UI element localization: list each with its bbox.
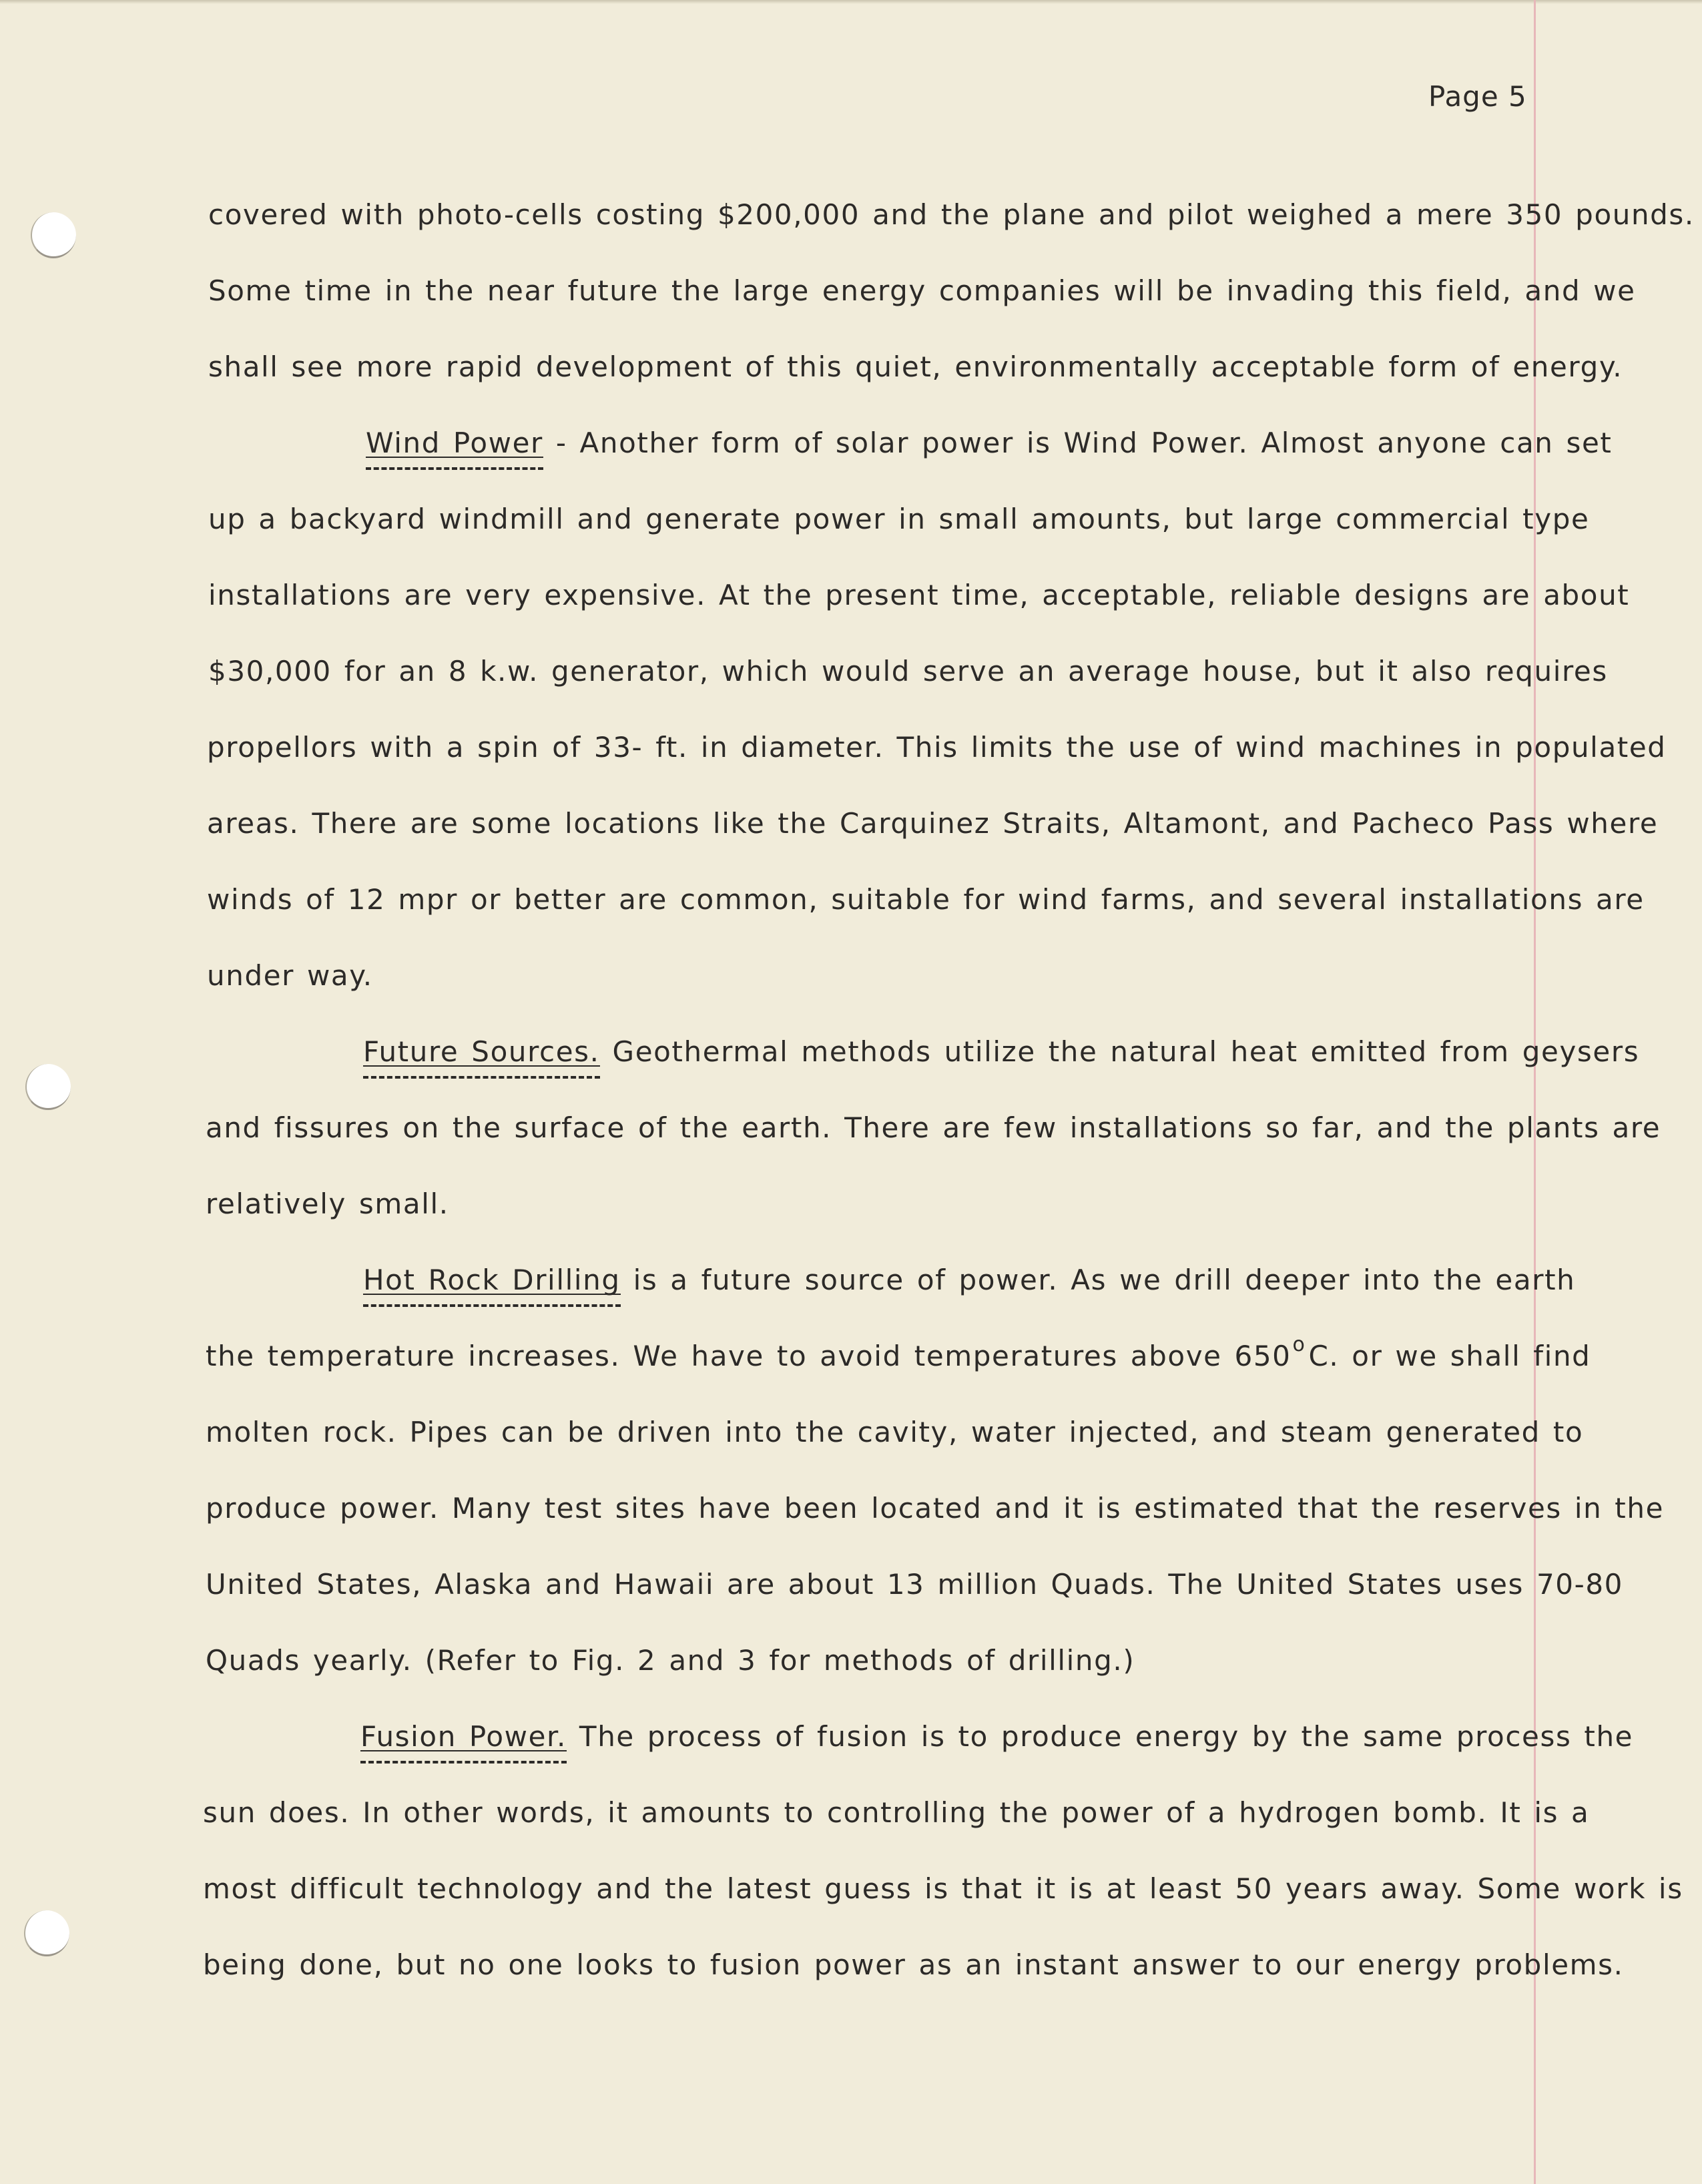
text-line: $30,000 for an 8 k.w. generator, which would serve an average house, but it also requires: [208, 655, 1608, 688]
paper-top-edge: [0, 0, 1702, 4]
text-line: molten rock. Pipes can be driven into the cavity, water injected, and steam generated to: [206, 1416, 1584, 1448]
punch-hole-middle: [25, 1064, 71, 1110]
fusion-power-text: The process of fusion is to produce energy by the same process the: [566, 1720, 1634, 1753]
text-line: up a backyard windmill and generate power in small amounts, but large commercial type: [208, 503, 1590, 535]
future-sources-text: Geothermal methods utilize the natural heat emitted from geysers: [599, 1035, 1640, 1068]
text-line: under way.: [207, 959, 373, 992]
text-line: Quads yearly. (Refer to Fig. 2 and 3 for methods of drilling.): [206, 1644, 1135, 1677]
wind-power-paragraph-start: [208, 423, 1612, 467]
text-line: winds of 12 mpr or better are common, suitable for wind farms, and several installations are: [207, 883, 1645, 916]
temperature-tail: C. or we shall find: [1308, 1340, 1591, 1372]
punch-hole-top: [31, 212, 76, 258]
red-margin-rule: [1534, 0, 1536, 2184]
wind-power-text: - Another form of solar power is Wind Power. Almost anyone can set: [543, 427, 1613, 459]
text-line: Some time in the near future the large energy companies will be invading this field, and we: [208, 274, 1636, 307]
fusion-power-paragraph-start: [203, 1717, 1633, 1761]
page-number: Page 5: [1428, 80, 1527, 113]
degree-mark: o: [1292, 1333, 1306, 1356]
wind-power-heading: Wind Power: [366, 423, 543, 467]
text-line: relatively small.: [206, 1187, 449, 1220]
text-line: sun does. In other words, it amounts to controlling the power of a hydrogen bomb. It is a: [203, 1796, 1590, 1829]
future-sources-paragraph-start: [206, 1032, 1639, 1076]
text-line: United States, Alaska and Hawaii are about 13 million Quads. The United States uses 70-80: [206, 1568, 1624, 1601]
text-line: being done, but no one looks to fusion power as an instant answer to our energy problems.: [203, 1948, 1624, 1981]
text-line: covered with photo-cells costing $200,000 and the plane and pilot weighed a mere 350 pounds.: [208, 198, 1695, 231]
text-line: shall see more rapid development of this quiet, environmentally acceptable form of energy.: [208, 350, 1623, 383]
hot-rock-text: is a future source of power. As we drill deeper into the earth: [620, 1264, 1576, 1296]
fusion-power-heading: Fusion Power.: [360, 1717, 567, 1761]
temperature-line: [206, 1333, 1591, 1380]
hot-rock-heading: Hot Rock Drilling: [363, 1260, 621, 1304]
temperature-text: the temperature increases. We have to avoid temperatures above 650: [206, 1340, 1292, 1372]
hot-rock-paragraph-start: [206, 1260, 1575, 1304]
text-line: most difficult technology and the latest guess is that it is at least 50 years away. Some work is: [203, 1872, 1683, 1905]
text-line: and fissures on the surface of the earth. There are few installations so far, and the plants are: [206, 1111, 1661, 1144]
text-line: areas. There are some locations like the Carquinez Straits, Altamont, and Pacheco Pass where: [207, 807, 1659, 840]
future-sources-heading: Future Sources.: [363, 1032, 600, 1076]
text-line: produce power. Many test sites have been located and it is estimated that the reserves in the: [206, 1492, 1665, 1525]
text-line: installations are very expensive. At the present time, acceptable, reliable designs are about: [208, 579, 1630, 611]
punch-hole-bottom: [24, 1910, 69, 1956]
text-line: propellors with a spin of 33- ft. in diameter. This limits the use of wind machines in populated: [207, 731, 1667, 764]
